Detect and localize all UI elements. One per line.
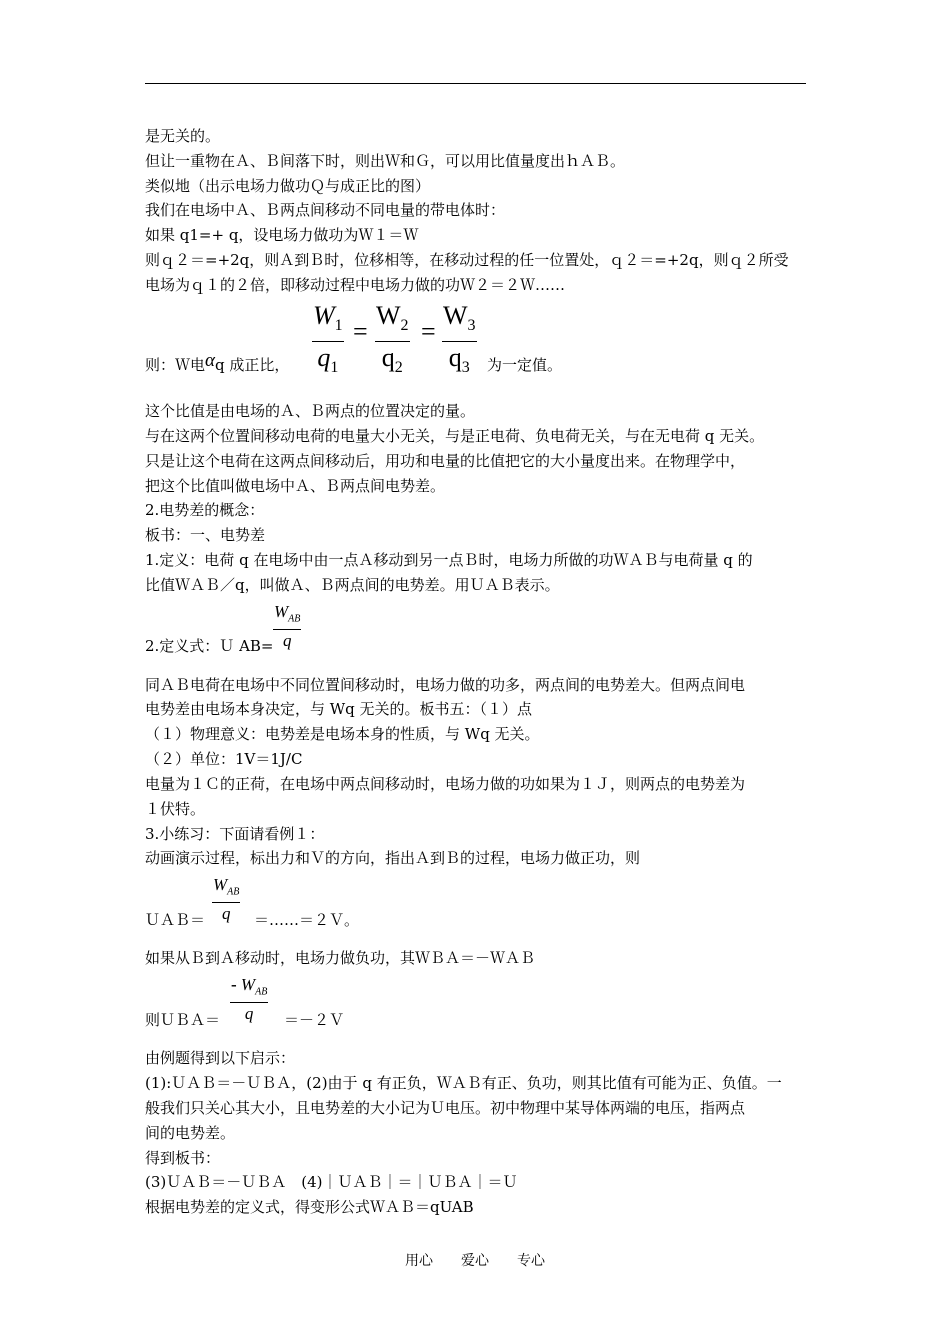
text-line: 是无关的。: [145, 127, 221, 145]
text-line: 如果从Ｂ到Ａ移动时，电场力做负功，其ＷＢＡ＝－ＷＡＢ: [145, 949, 536, 967]
text-line: (3)ＵＡＢ＝－ＵＢＡ (4)｜ＵＡＢ｜＝｜ＵＢＡ｜＝Ｕ: [145, 1173, 518, 1191]
text-line: 则：Ｗ电αq 成正比，: [145, 350, 290, 374]
text-line: 由例题得到以下启示：: [145, 1049, 296, 1067]
fraction-w2-q2: $\frac{W_2}{q_2}$: [376, 301, 409, 377]
text-line: 但让一重物在Ａ、Ｂ间落下时，则出Ｗ和Ｇ，可以用比值量度出ｈＡＢ。: [145, 152, 626, 170]
fraction-wab-q: $W_{AB}$ q: [274, 602, 301, 651]
text-line: 电场为ｑ１的２倍，即移动过程中电场力做的功Ｗ２＝２Ｗ……: [145, 276, 566, 294]
text-line: 则ｑ２＝=+2q，则Ａ到Ｂ时，位移相等，在移动过程的任一位置处，ｑ２＝=+2q，则ｑ２所受: [145, 251, 789, 269]
text-line: 电势差由电场本身决定，与 Wq 无关的。板书五：（１）点: [145, 700, 533, 718]
text-line: 3.小练习：下面请看例１：: [145, 825, 325, 843]
text-line: 如果 q1=+ q，设电场力做功为Ｗ１＝Ｗ: [145, 226, 419, 244]
text-line: １伏特。: [145, 800, 206, 818]
text-line: 与在这两个位置间移动电荷的电量大小无关，与是正电荷、负电荷无关，与在无电荷 q 无关。: [145, 427, 765, 445]
equals-sign: =: [353, 317, 368, 346]
text-line: 动画演示过程，标出力和Ｖ的方向，指出Ａ到Ｂ的过程，电场力做正功，则: [145, 849, 641, 867]
text-line: ＵＡＢ＝: [145, 911, 206, 929]
text-line: 这个比值是由电场的Ａ、Ｂ两点的位置决定的量。: [145, 402, 476, 420]
fraction-wab-q: $W_{AB}$ q: [213, 875, 240, 924]
text-line: （２）单位：1V＝1J/C: [145, 750, 303, 768]
text-line: 板书：一、电势差: [145, 526, 266, 544]
proportional-symbol: α: [205, 350, 215, 371]
fraction-w3-q3: $\frac{W_3}{q_3}$: [443, 301, 476, 377]
text-line: （１）物理意义：电势差是电场本身的性质，与 Wq 无关。: [145, 725, 540, 743]
text-line: 比值ＷＡＢ／q，叫做Ａ、Ｂ两点间的电势差。用ＵＡＢ表示。: [145, 576, 560, 594]
text-line: 间的电势差。: [145, 1124, 236, 1142]
text-line: 为一定值。: [487, 356, 563, 374]
equals-sign: =: [421, 317, 436, 346]
text-line: ＝……＝２Ｖ。: [254, 911, 360, 929]
text-line: 2.定义式：Ｕ AB=: [145, 637, 274, 655]
text-line: 根据电势差的定义式，得变形公式ＷＡＢ＝qUAB: [145, 1198, 474, 1216]
text-line: 我们在电场中Ａ、Ｂ两点间移动不同电量的带电体时：: [145, 201, 506, 219]
text-line: 电量为１Ｃ的正荷，在电场中两点间移动时，电场力做的功如果为１Ｊ，则两点的电势差为: [145, 775, 746, 793]
text-line: 类似地（出示电场力做功Ｑ与成正比的图）: [145, 177, 431, 195]
text-line: 般我们只关心其大小，且电势差的大小记为Ｕ电压。初中物理中某导体两端的电压，指两点: [145, 1099, 746, 1117]
text-line: 把这个比值叫做电场中Ａ、Ｂ两点间电势差。: [145, 477, 446, 495]
fraction-neg-wab-q: - $W_{AB}$ q: [231, 975, 268, 1024]
fraction-w1-q1: $\frac{W_1}{q_1}$: [313, 301, 343, 377]
text-line: 只是让这个电荷在这两点间移动后，用功和电量的比值把它的大小量度出来。在物理学中，: [145, 452, 746, 470]
text-line: 1.定义：电荷 q 在电场中由一点Ａ移动到另一点Ｂ时，电场力所做的功ＷＡＢ与电荷量 q 的: [145, 551, 753, 569]
text-line: 得到板书：: [145, 1149, 221, 1167]
text-line: ＝－２Ｖ: [284, 1011, 345, 1029]
text-line: 则ＵＢＡ＝: [145, 1011, 221, 1029]
text-line: (1):ＵＡＢ＝－ＵＢＡ，(2)由于 q 有正负，ＷＡＢ有正、负功，则其比值有可能为正、负值。一: [145, 1074, 782, 1092]
text-line: 2.电势差的概念：: [145, 501, 265, 519]
text-line: 同ＡＢ电荷在电场中不同位置间移动时，电场力做的功多，两点间的电势差大。但两点间电: [145, 676, 746, 694]
page-footer: 用心 爱心 专心: [405, 1253, 545, 1269]
header-rule: [145, 83, 806, 84]
